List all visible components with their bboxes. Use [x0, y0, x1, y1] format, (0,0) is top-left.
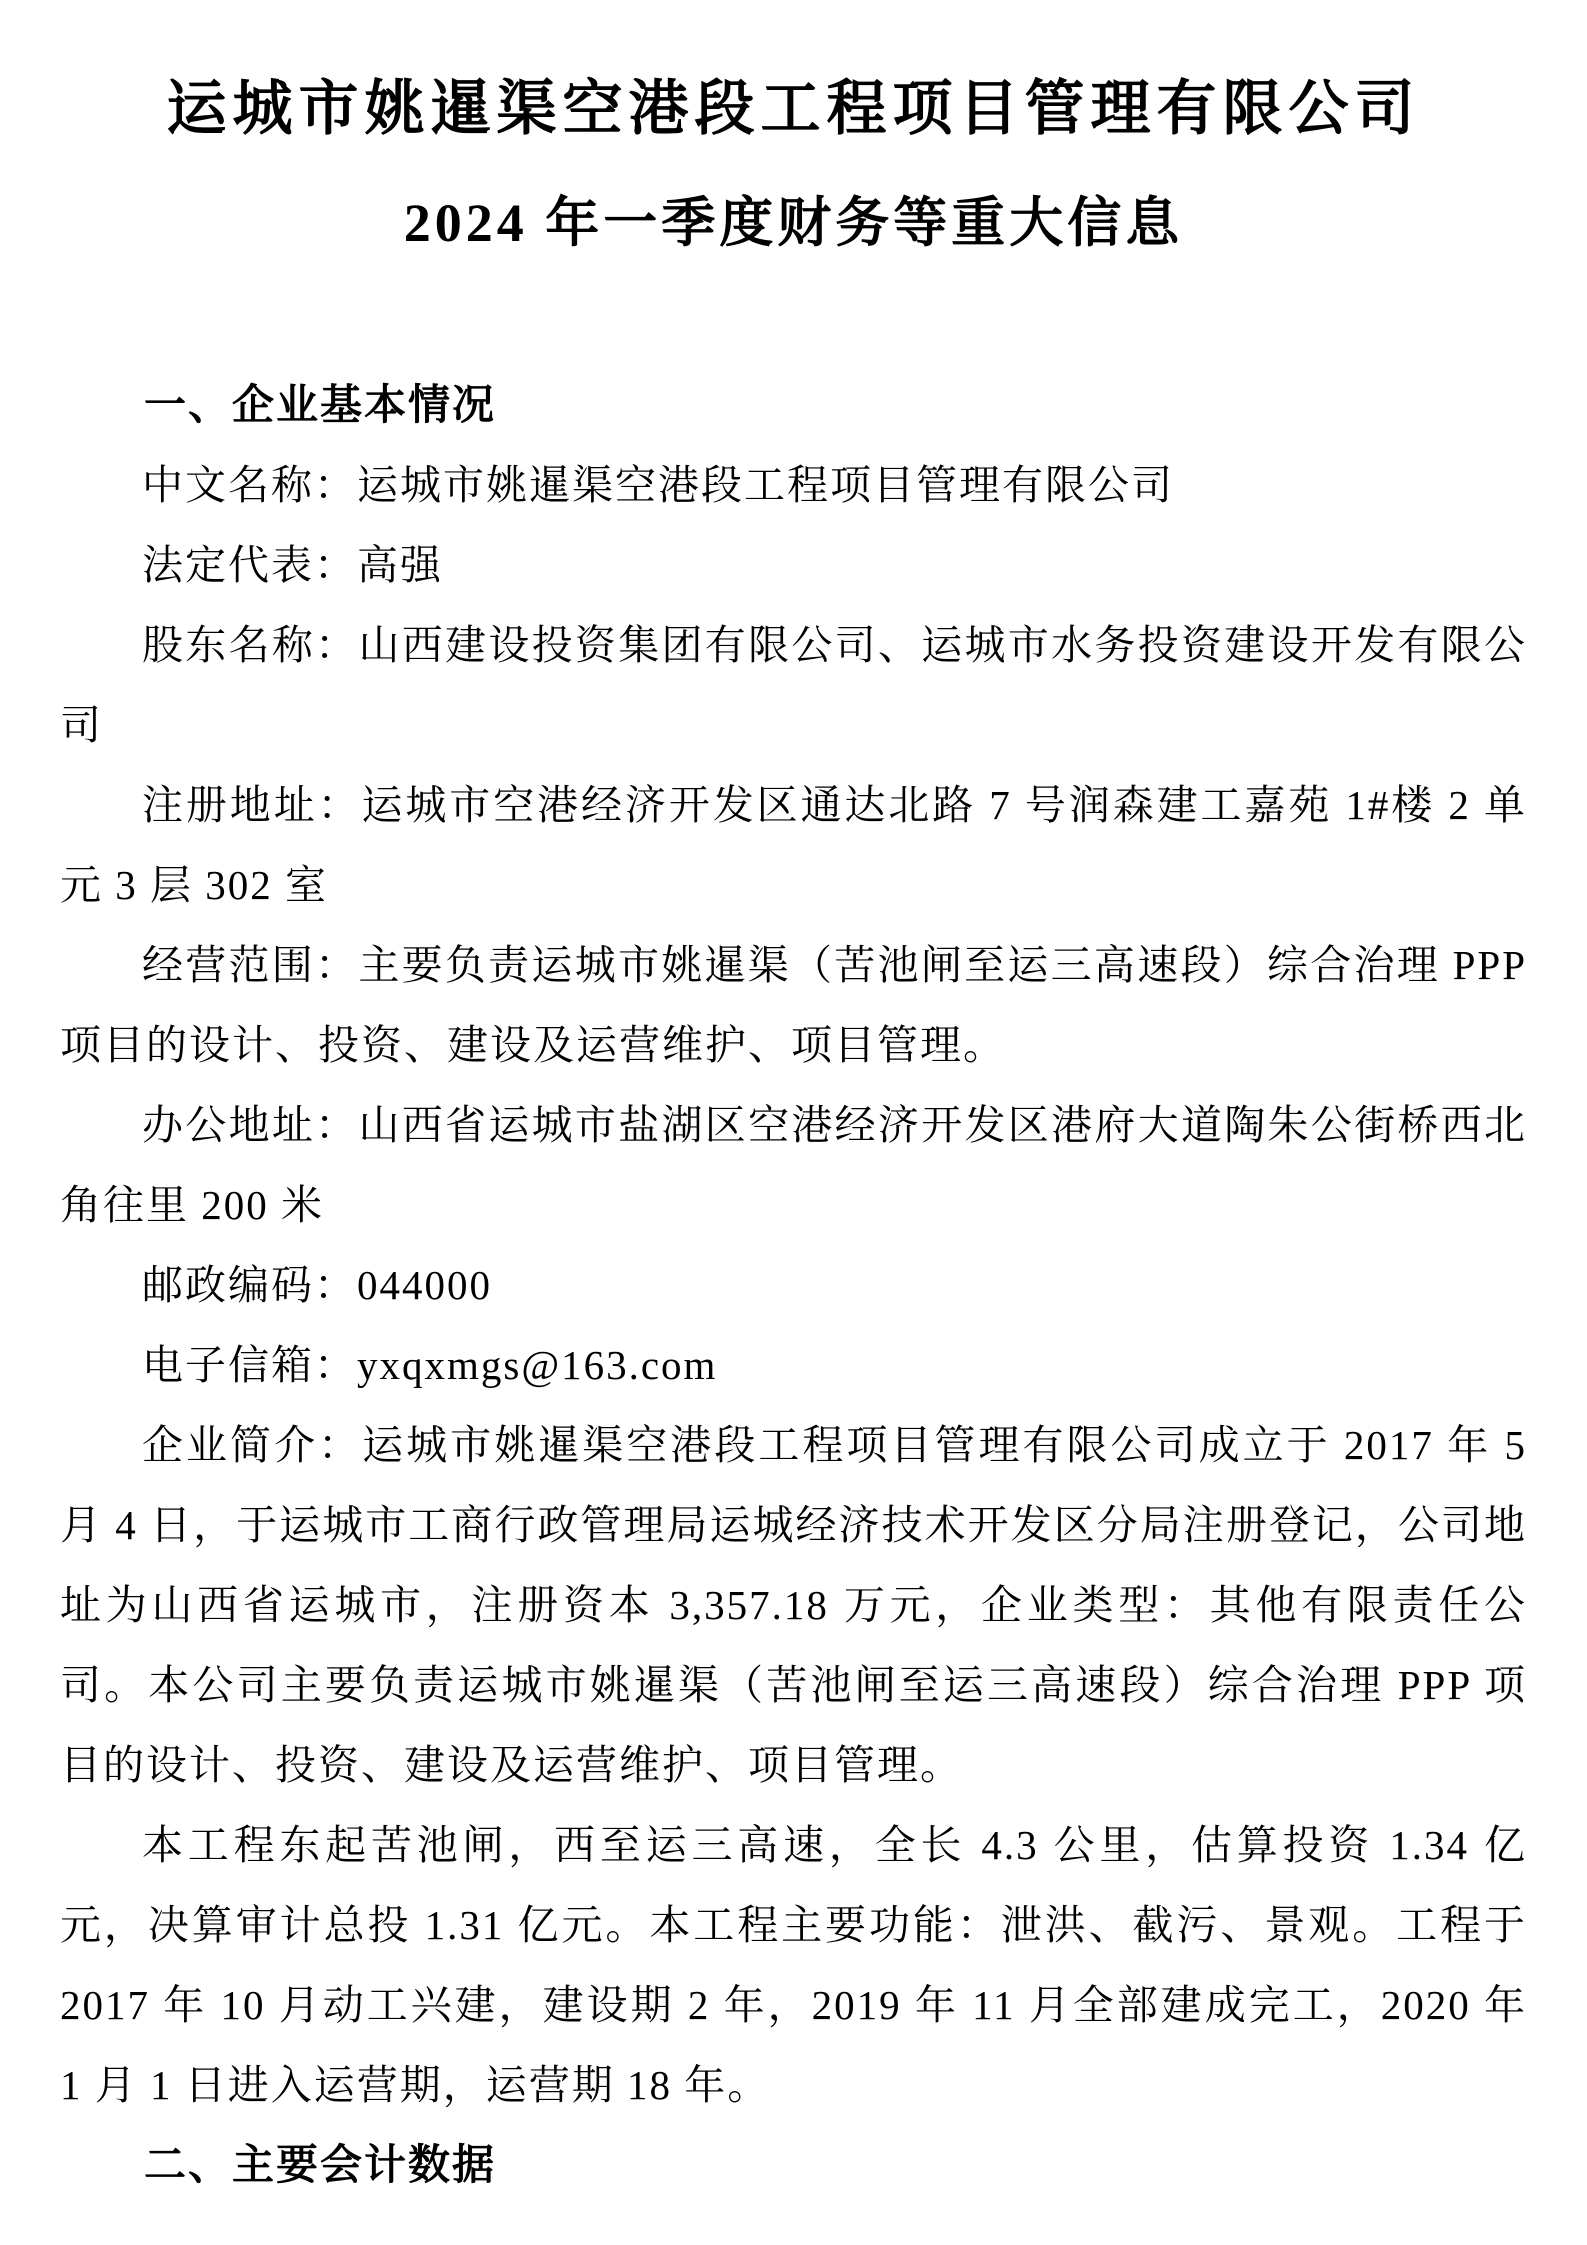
paragraph-registered-address: 注册地址：运城市空港经济开发区通达北路 7 号润森建工嘉苑 1#楼 2 单元 3 层 302 室: [60, 782, 1527, 908]
paragraph-shareholders: 股东名称：山西建设投资集团有限公司、运城市水务投资建设开发有限公司: [60, 622, 1527, 748]
paragraph-legal-representative: 法定代表：高强: [142, 542, 443, 588]
paragraph-email: 电子信箱：yxqxmgs@163.com: [142, 1342, 718, 1388]
section-1-heading: 一、企业基本情况: [144, 381, 497, 428]
section-2-heading: 二、主要会计数据: [144, 2141, 497, 2188]
paragraph-business-scope: 经营范围：主要负责运城市姚暹渠（苦池闸至运三高速段）综合治理 PPP 项目的设计、投资、建设及运营维护、项目管理。: [60, 942, 1527, 1068]
paragraph-company-profile: 企业简介：运城市姚暹渠空港段工程项目管理有限公司成立于 2017 年 5 月 4 日，于运城市工商行政管理局运城经济技术开发区分局注册登记，公司地址为山西省运城市，注册资本 3,357.18 万元，企业类型：其他有限责任公司。本公司主要负责运城市姚暹渠（苦池闸至运三高速段）综合治理 PPP 项目的设计、投资、建设及运营维护、项目管理。: [60, 1422, 1527, 1788]
document-subtitle: 2024 年一季度财务等重大信息: [403, 193, 1184, 253]
section-1-body: [60, 445, 1527, 2125]
paragraph-postal-code: 邮政编码：044000: [142, 1262, 492, 1308]
paragraph-office-address: 办公地址：山西省运城市盐湖区空港经济开发区港府大道陶朱公街桥西北角往里 200 米: [60, 1102, 1527, 1228]
paragraph-chinese-name: 中文名称：运城市姚暹渠空港段工程项目管理有限公司: [142, 462, 1174, 508]
paragraph-project-overview: 本工程东起苦池闸，西至运三高速，全长 4.3 公里，估算投资 1.34 亿元，决算审计总投 1.31 亿元。本工程主要功能：泄洪、截污、景观。工程于 2017 年 10 月动工兴建，建设期 2 年，2019 年 11 月全部建成完工，2020 年 1 月 1 日进入运营期，运营期 18 年。: [60, 1822, 1527, 2108]
document-title: 运城市姚暹渠空港段工程项目管理有限公司: [166, 76, 1421, 142]
